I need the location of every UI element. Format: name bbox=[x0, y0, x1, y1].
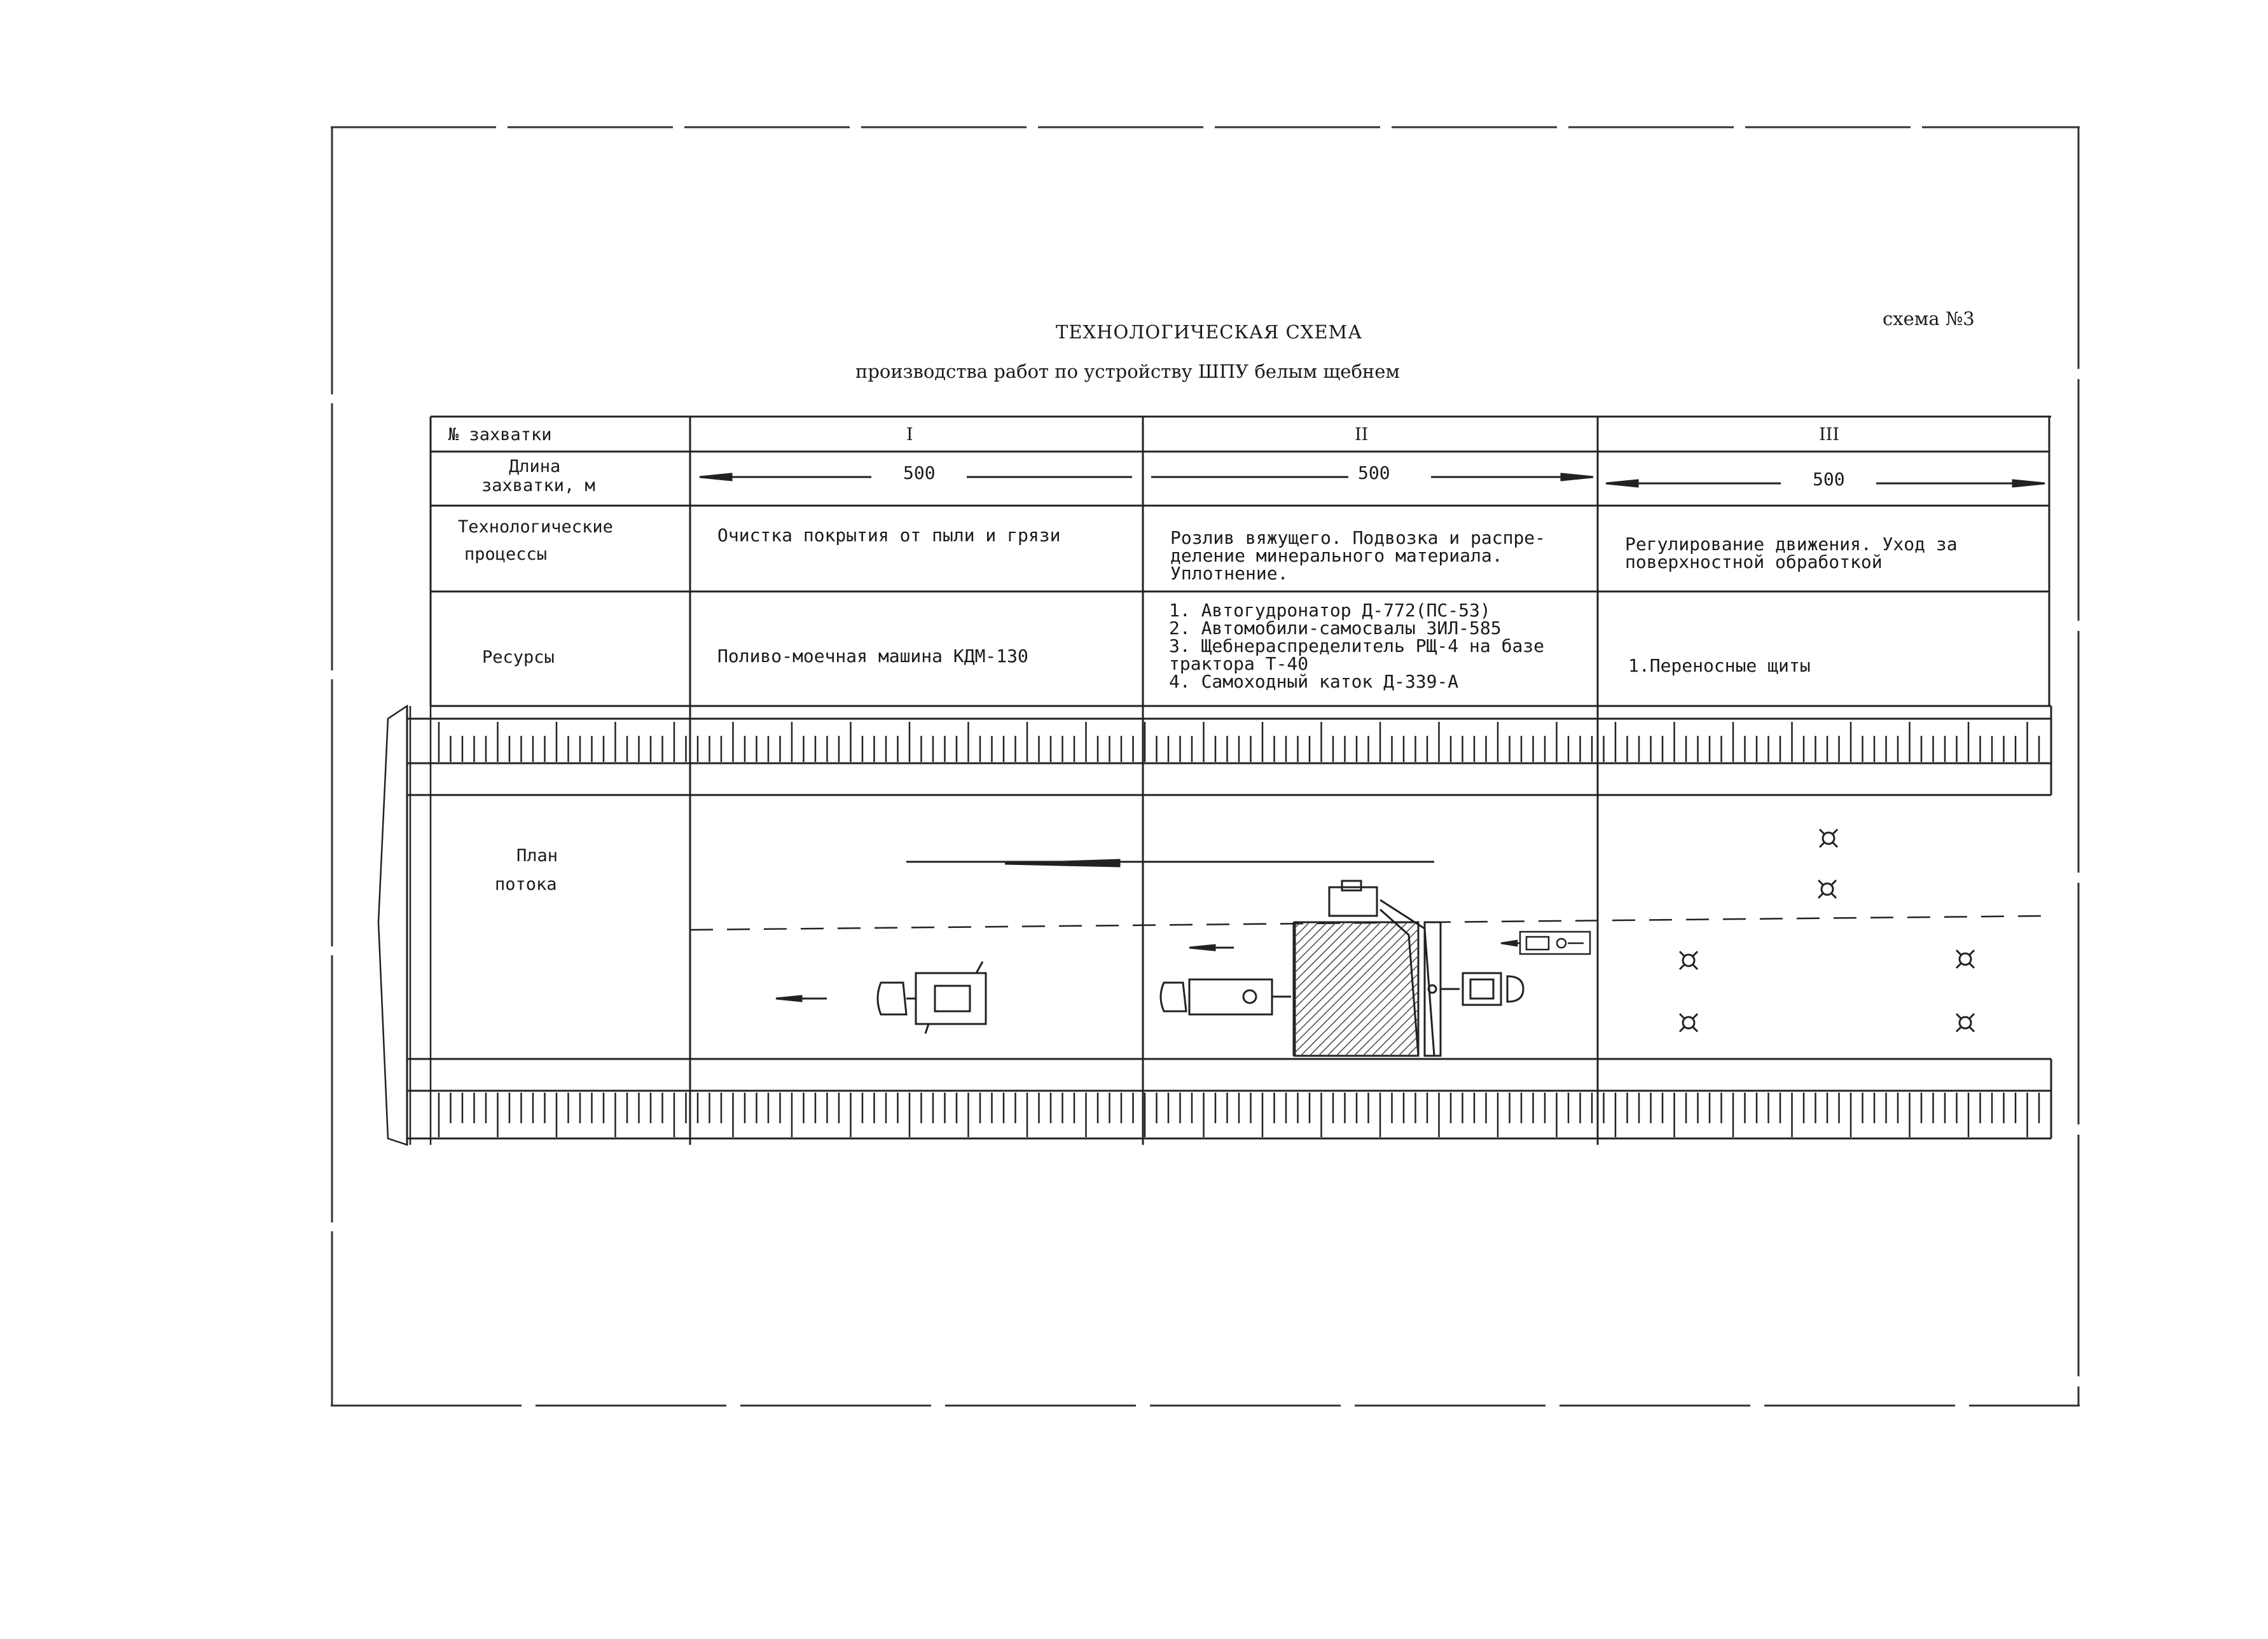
column-length-3: 500 bbox=[1813, 469, 1845, 490]
column-length-1: 500 bbox=[903, 462, 936, 483]
process-cell-3: Регулирование движения. Уход за поверхностной обработкой bbox=[1625, 534, 1958, 572]
resources-cell-3: 1.Переносные щиты bbox=[1628, 655, 1811, 676]
sweeper-vehicle bbox=[776, 860, 1434, 1034]
chip-spreader bbox=[1329, 881, 1523, 1056]
column-number-2: II bbox=[1355, 425, 1369, 445]
row-label-resources: Ресурсы bbox=[482, 647, 555, 667]
row-label-plan-2: потока bbox=[495, 875, 557, 894]
column-length-2: 500 bbox=[1358, 462, 1390, 483]
row-label-length-2: захватки, м bbox=[481, 476, 595, 495]
process-cell-1: Очистка покрытия от пыли и грязи bbox=[717, 525, 1061, 546]
row-label-length-1: Длина bbox=[509, 457, 561, 476]
row-label-process-2: процессы bbox=[464, 544, 548, 564]
resources-cell-2: 1. Автогудронатор Д-772(ПС-53) 2. Автомобили-самосвалы ЗИЛ-585 3. Щебнераспределитель РЩ-4 на базе трактора Т-40 4. Самоходный каток Д-339-А bbox=[1169, 600, 1545, 692]
row-label-zone: № захватки bbox=[448, 425, 552, 445]
traffic-cone-icon bbox=[1956, 950, 1974, 968]
row-label-process-1: Технологические bbox=[458, 517, 613, 537]
dump-truck bbox=[1501, 932, 1590, 954]
traffic-cone-icon bbox=[1680, 951, 1698, 969]
scheme-number: схема №3 bbox=[1883, 308, 1975, 329]
traffic-cone-icon bbox=[1680, 1014, 1698, 1032]
page-title: ТЕХНОЛОГИЧЕСКАЯ СХЕМА bbox=[1056, 321, 1363, 343]
process-cell-2: Розлив вяжущего. Подвозка и распре- деление минерального материала. Уплотнение. bbox=[1170, 527, 1546, 584]
traffic-cone-icon bbox=[1820, 829, 1837, 847]
resources-cell-1: Поливо-моечная машина КДМ-130 bbox=[717, 646, 1028, 667]
column-number-3: III bbox=[1819, 425, 1839, 445]
row-label-plan-1: План bbox=[516, 846, 558, 866]
traffic-cone-icon bbox=[1956, 1014, 1974, 1032]
binder-distributor bbox=[1161, 922, 1418, 1056]
traffic-cone-icon bbox=[1818, 880, 1836, 898]
page-subtitle: производства работ по устройству ШПУ белым щебнем bbox=[855, 361, 1400, 382]
column-number-1: I bbox=[906, 425, 913, 445]
